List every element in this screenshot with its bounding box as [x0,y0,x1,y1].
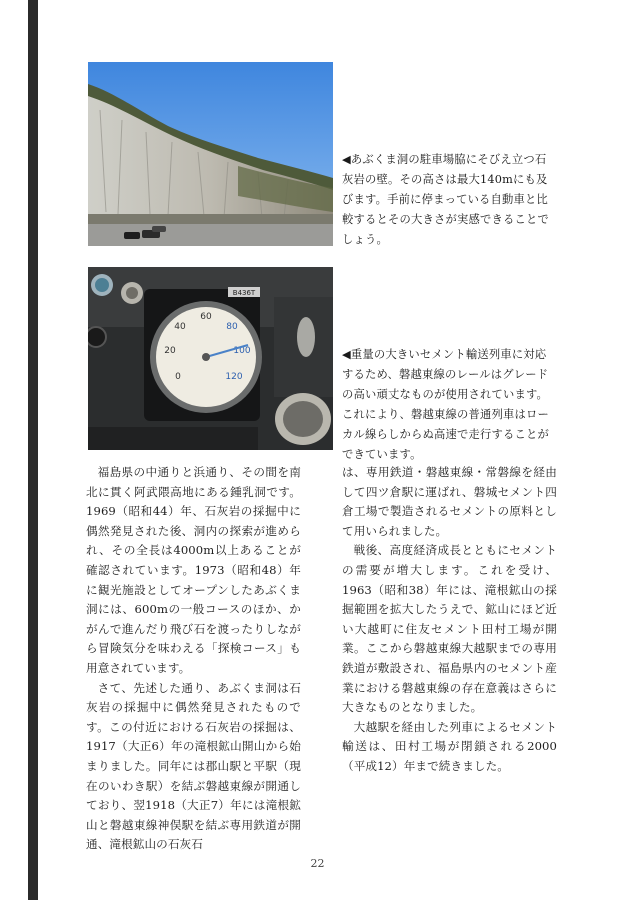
gauge-number-120: 120 [225,372,243,382]
page-number: 22 [310,857,325,870]
gauge-label: B436T [232,289,256,297]
gauge-number-0: 0 [175,372,181,382]
limestone-cliff-illustration [88,62,333,246]
body-paragraph: 大越駅を経由した列車によるセメント輸送は、田村工場が閉鎖される2000（平成12）年まで続きました。 [342,719,557,773]
body-paragraph: は、専用鉄道・磐越東線・常磐線を経由して四ツ倉駅に運ばれ、磐城セメント四倉工場で製造されるセメントの原料として用いられました。 [342,465,557,538]
limestone-cliff-photo [88,62,333,246]
gauge-number-20: 20 [164,346,176,356]
cliff-photo-caption: ◀あぶくま洞の駐車場脇にそびえ立つ石灰岩の壁。その高さは最大140mにも及びます。手前に停まっている自動車と比較するとその大きさが実感できることでしょう。 [342,153,549,246]
gauge-photo-caption: ◀重量の大きいセメント輸送列車に対応するため、磐越東線のレールはグレードの高い頑丈なものが使用されています。これにより、磐越東線の普通列車はローカル線らしからぬ高速で走行することができています。 [342,348,549,461]
binding-strip [28,0,38,900]
gauge-number-100: 100 [233,346,251,356]
body-paragraph: 戦後、高度経済成長とともにセメントの需要が増大します。これを受け、1963（昭和38）年には、滝根鉱山の採掘範囲を拡大したうえで、鉱山にほど近い大越町に住友セメント田村工場が開業。ここから磐越東線大越駅までの専用鉄道が敷設され、福島県内のセメント産業における磐越東線の存在意義はさらに大きなものとなりました。 [342,543,557,715]
gauge-number-40: 40 [174,322,186,332]
speedometer-gauge-photo [88,267,333,450]
gauge-number-80: 80 [226,322,238,332]
body-column-right [342,463,557,777]
body-paragraph: さて、先述した通り、あぶくま洞は石灰岩の採掘中に偶然発見されたものです。この付近における石灰岩の採掘は、1917（大正6）年の滝根鉱山開山から始まりました。同年には郡山駅と平駅（現在のいわき駅）を結ぶ磐越東線が開通しており、翌1918（大正7）年には滝根鉱山と磐越東線神俣駅を結ぶ専用鉄道が開通、滝根鉱山の石灰石 [86,680,301,852]
body-paragraph: 福島県の中通りと浜通り、その間を南北に貫く阿武隈高地にある鍾乳洞です。1969（昭和44）年、石灰岩の採掘中に偶然発見された後、洞内の探索が進められ、その全長は4000m以上あることが確認されています。1973（昭和48）年に観光施設としてオープンしたあぶくま洞には、600mの一般コースのほか、かがんで進んだり飛び石を渡ったりしながら冒険気分を味わえる「探検コース」も用意されています。 [86,465,301,675]
body-column-left [86,463,301,855]
speedometer-gauge-illustration [88,267,333,450]
gauge-needle-hub [202,353,210,361]
gauge-number-60: 60 [200,312,212,322]
